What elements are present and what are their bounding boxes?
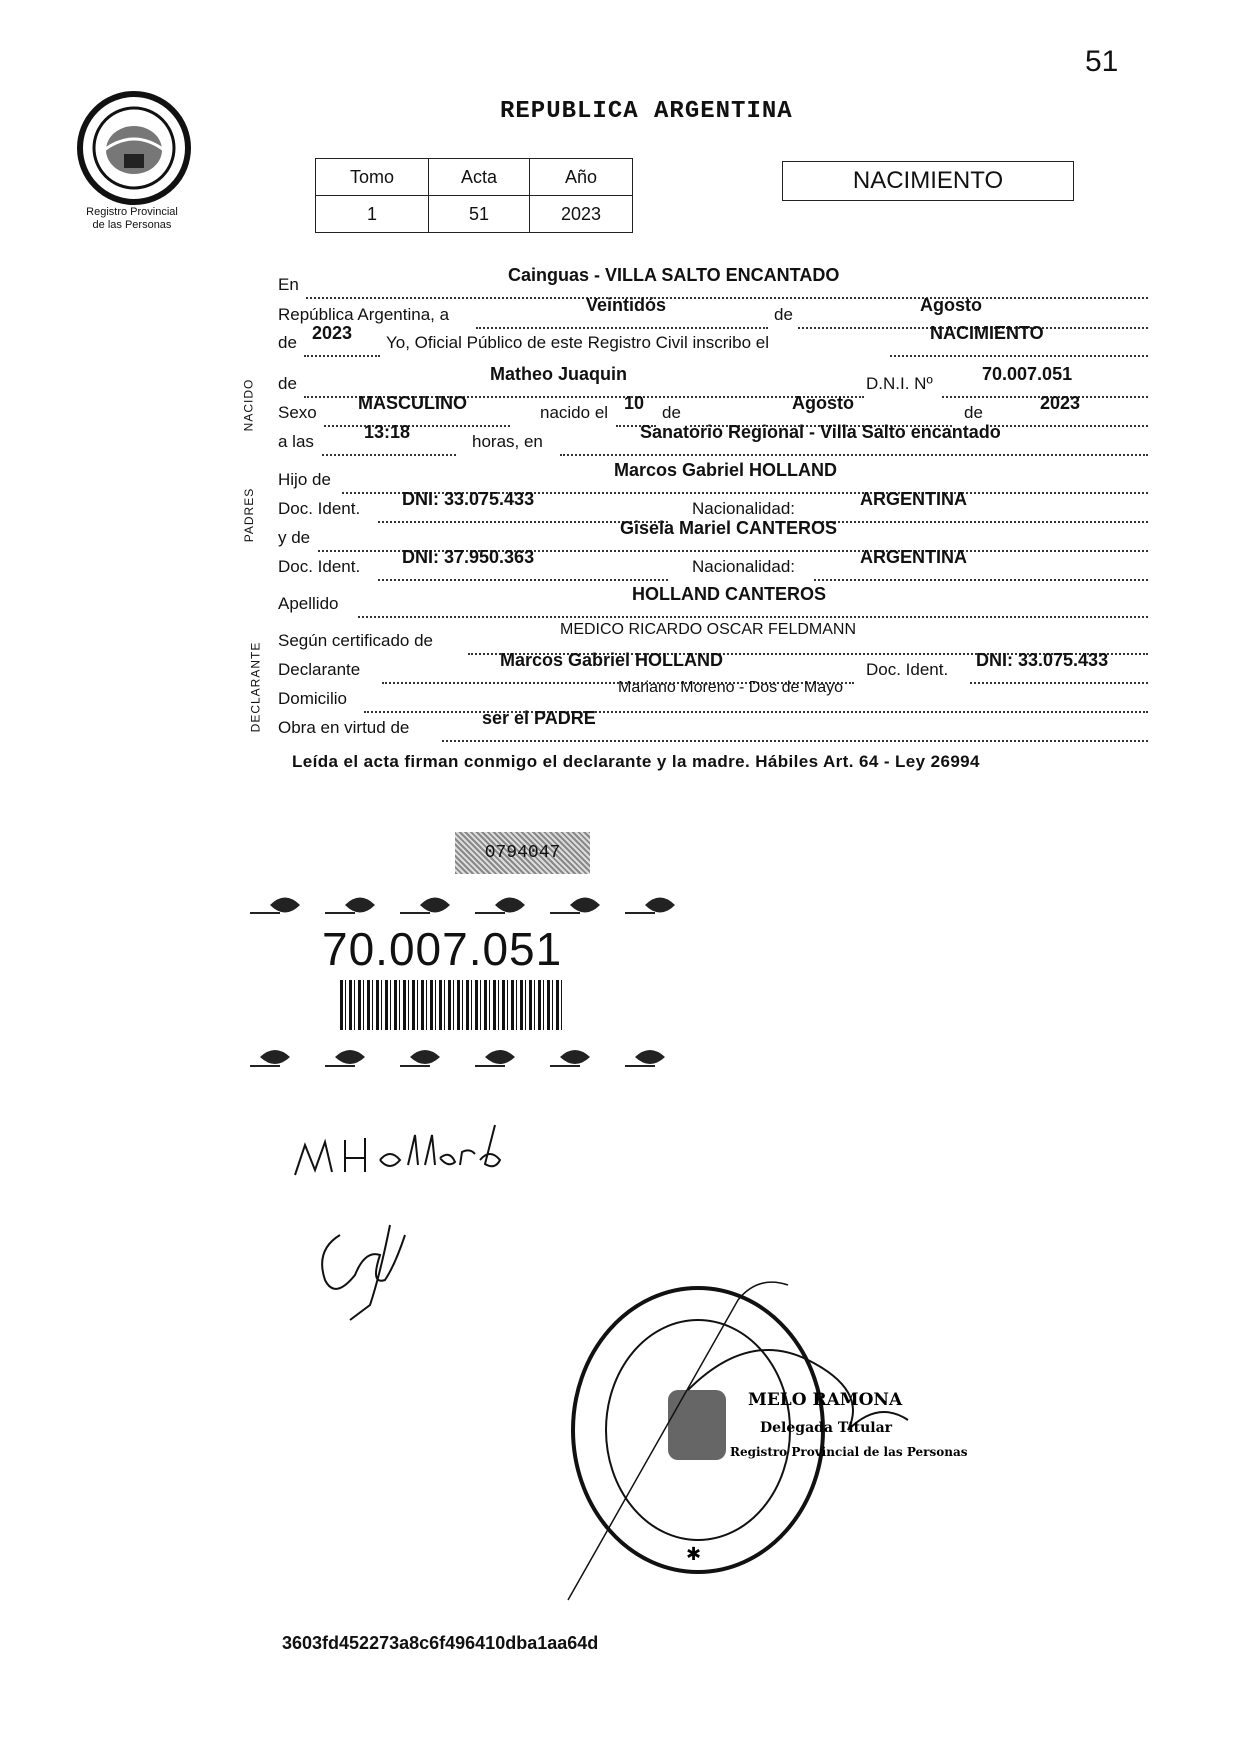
label-apellido: Apellido (278, 594, 339, 613)
record-table (315, 158, 633, 233)
label-de: de (278, 333, 297, 352)
security-wave-top (250, 885, 690, 925)
header-acta: Acta (429, 159, 530, 196)
official-org: Registro Provincial de las Personas (730, 1445, 968, 1459)
label-declarante: Declarante (278, 660, 361, 679)
dots (814, 579, 1148, 581)
label-nacido-el: nacido el (540, 403, 609, 422)
side-label-padres: PADRES (242, 487, 257, 543)
dots (304, 355, 380, 357)
value-sexo: MASCULINO (358, 393, 467, 413)
value-padre-nacionalidad: ARGENTINA (860, 489, 967, 509)
dots (442, 740, 1148, 742)
barcode (340, 980, 565, 1030)
security-wave-bottom (250, 1040, 690, 1074)
value-dia-inscripcion: Veintidós (586, 295, 667, 315)
label-dni: D.N.I. Nº (866, 374, 933, 393)
value-anio: 2023 (530, 196, 633, 233)
label-de: de (278, 374, 297, 393)
label-doc-ident: Doc. Ident. (866, 660, 949, 679)
official-title: Delegada Titular (760, 1420, 893, 1436)
dots (970, 682, 1148, 684)
label-doc-ident: Doc. Ident. (278, 499, 361, 518)
value-apellido: HOLLAND CANTEROS (632, 584, 826, 604)
mother-signature (310, 1215, 430, 1325)
label-nacionalidad: Nacionalidad: (692, 557, 796, 576)
label-nacionalidad: Nacionalidad: (692, 499, 796, 518)
label-y-de: y de (278, 528, 311, 547)
value-lugar-nacimiento: Sanatorio Regional - Villa Salto encantado (640, 422, 1001, 442)
dots (306, 297, 1148, 299)
label-doc-ident: Doc. Ident. (278, 557, 361, 576)
label-horas-en: horas, en (472, 432, 543, 451)
country-heading: REPUBLICA ARGENTINA (500, 98, 793, 125)
label-republica: República Argentina, a (278, 305, 450, 324)
svg-text:✱: ✱ (686, 1544, 702, 1565)
value-domicilio: Mariano Moreno - Dos de Mayo (618, 679, 843, 696)
dots (378, 579, 668, 581)
label-domicilio: Domicilio (278, 689, 347, 708)
value-mes-nacimiento: Agosto (792, 393, 854, 413)
side-label-nacido: NACIDO (241, 378, 256, 432)
value-tomo: 1 (316, 196, 429, 233)
value-dni-nacido: 70.007.051 (982, 364, 1073, 384)
label-a-las: a las (278, 432, 314, 451)
label-en: En (278, 275, 299, 294)
value-lugar-inscripcion: Cainguas - VILLA SALTO ENCANTADO (508, 265, 840, 285)
value-madre-dni: DNI: 37.950.363 (402, 547, 535, 567)
record-type: NACIMIENTO (782, 161, 1074, 201)
value-nombre-nacido: Matheo Juaquin (490, 364, 628, 384)
label-certificado: Según certificado de (278, 631, 433, 650)
value-declarante: Marcos Gabriel HOLLAND (500, 650, 724, 670)
label-de: de (662, 403, 681, 422)
value-mes-inscripcion: Agosto (920, 295, 982, 315)
value-obra-en-virtud: ser el PADRE (482, 708, 596, 728)
dots (890, 355, 1148, 357)
text-oficial: Yo, Oficial Público de este Registro Civil inscribo el (386, 333, 769, 352)
document-hash: 3603fd452273a8c6f496410dba1aa64d (282, 1633, 599, 1653)
father-signature (290, 1120, 520, 1190)
value-padre: Marcos Gabriel HOLLAND (614, 460, 838, 480)
security-stamp-number: 0794047 (455, 832, 590, 874)
value-acta: 51 (429, 196, 530, 233)
official-seal (548, 1270, 968, 1630)
official-name: MELO RAMONA (748, 1390, 903, 1410)
label-obra-en-virtud: Obra en virtud de (278, 718, 410, 737)
value-declarante-dni: DNI: 33.075.433 (976, 650, 1109, 670)
header-tomo: Tomo (316, 159, 429, 196)
side-label-declarante: DECLARANTE (248, 641, 263, 733)
logo-caption-line2: de las Personas (92, 219, 172, 231)
dots (358, 616, 1148, 618)
value-certificado: MEDICO RICARDO OSCAR FELDMANN (560, 621, 857, 638)
header-anio: Año (530, 159, 633, 196)
value-anio: 2023 (312, 323, 353, 343)
value-madre-nacionalidad: ARGENTINA (860, 547, 967, 567)
dni-large-number: 70.007.051 (322, 923, 563, 975)
value-padre-dni: DNI: 33.075.433 (402, 489, 535, 509)
dots (560, 454, 1148, 456)
label-de: de (964, 403, 983, 422)
dots (814, 521, 1148, 523)
logo-caption (62, 206, 202, 232)
dots (324, 425, 510, 427)
value-tipo-inscripcion: NACIMIENTO (930, 323, 1044, 343)
value-dia-nacimiento: 10 (624, 393, 645, 413)
dots (322, 454, 456, 456)
label-hijo-de: Hijo de (278, 470, 331, 489)
dots (476, 327, 768, 329)
value-anio-nacimiento: 2023 (1040, 393, 1081, 413)
province-seal-logo (74, 88, 194, 208)
page-number: 51 (1085, 45, 1119, 78)
closing-statement: Leída el acta firman conmigo el declarante y la madre. Hábiles Art. 64 - Ley 26994 (292, 752, 980, 771)
value-madre: Gisela Mariel CANTEROS (620, 518, 838, 538)
value-hora: 13:18 (364, 422, 411, 442)
dots (990, 425, 1148, 427)
label-de: de (774, 305, 793, 324)
logo-caption-line1: Registro Provincial (86, 206, 178, 218)
label-sexo: Sexo (278, 403, 317, 422)
